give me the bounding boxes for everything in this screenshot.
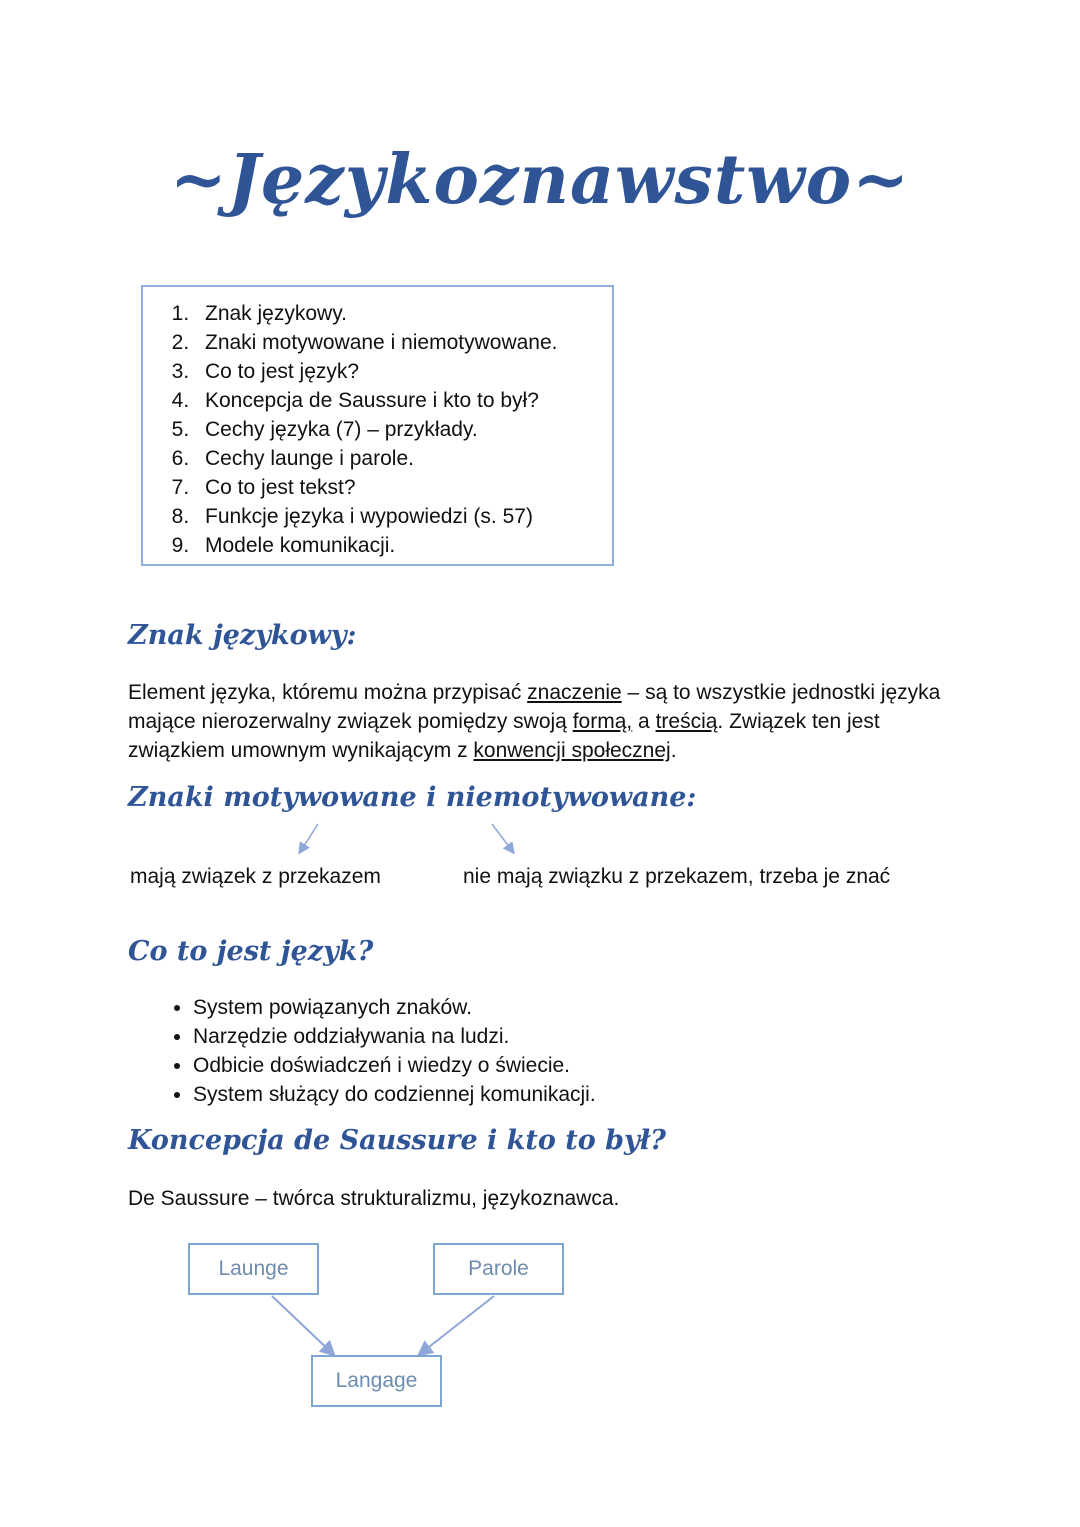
text: a [632,710,656,733]
toc-item: 3. Co to jest język? [195,357,612,386]
list-item: • System powiązanych znaków. [193,993,968,1022]
diagram-box-langage: Langage [311,1355,442,1407]
toc-item: 8. Funkcje języka i wypowiedzi (s. 57) [195,502,612,531]
text: . Związek ten jest związkiem umownym wynikającym z [128,710,880,762]
paragraph: De Saussure – twórca strukturalizmu, językoznawca. [128,1187,620,1210]
toc-item: 5. Cechy języka (7) – przykłady. [195,415,612,444]
list-item: • System służący do codziennej komunikacji. [193,1080,968,1109]
toc-item: 2. Znaki motywowane i niemotywowane. [195,328,612,357]
diagram-box-parole: Parole [433,1243,564,1295]
bullet-list [128,993,968,1109]
section-heading: Co to jest język? [128,936,374,967]
list-item: • Odbicie doświadczeń i wiedzy o świecie. [193,1051,968,1080]
arrow-launge-langage [272,1296,333,1354]
underlined-term: treścią [655,710,718,733]
motivated-note: mają związek z przekazem [130,865,381,888]
underlined-term: znaczenie [527,681,622,704]
section-heading: Koncepcja de Saussure i kto to był? [128,1125,666,1156]
toc-item: 9. Modele komunikacji. [195,531,612,560]
underlined-term: formą, [572,710,633,733]
section-heading: Znak językowy: [128,620,357,651]
toc-item: 1. Znak językowy. [195,299,612,328]
toc-item: 7. Co to jest tekst? [195,473,612,502]
text: – są to wszystkie jednostki języka mające nierozerwalny związek pomiędzy swoją [128,681,941,733]
page-title: ~Językoznawstwo~ [169,140,911,220]
diagram-box-launge: Launge [188,1243,319,1295]
text: . [670,739,677,762]
section-heading: Znaki motywowane i niemotywowane: [128,782,697,813]
underlined-term: konwencji społecznej [473,739,671,762]
text: Element języka, któremu można przypisać [128,681,528,704]
toc-item: 4. Koncepcja de Saussure i kto to był? [195,386,612,415]
arrow-left [300,824,318,852]
arrow-parole-langage [420,1296,494,1354]
arrow-right [492,824,513,852]
unmotivated-note: nie mają związku z przekazem, trzeba je znać [463,865,891,888]
toc-item: 6. Cechy launge i parole. [195,444,612,473]
list-item: • Narzędzie oddziaływania na ludzi. [193,1022,968,1051]
